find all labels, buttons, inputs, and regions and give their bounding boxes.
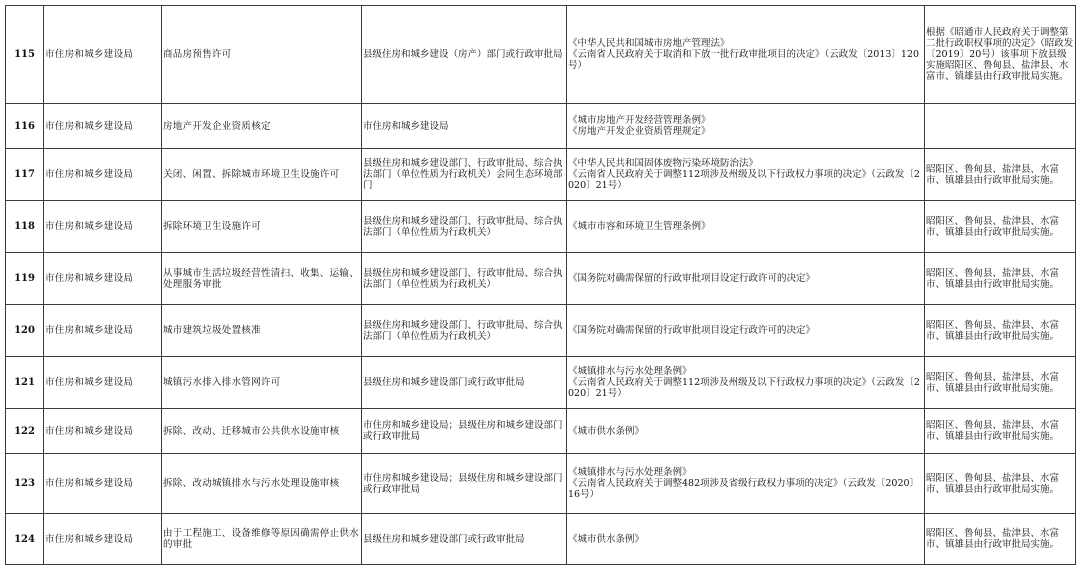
legal-basis-line: 《城市市容和环境卫生管理条例》 — [568, 221, 711, 232]
department-cell: 市住房和城乡建设局 — [44, 253, 162, 305]
department-cell: 市住房和城乡建设局 — [44, 6, 162, 104]
implementing-org-cell: 县级住房和城乡建设部门、行政审批局、综合执法部门（单位性质为行政机关） — [362, 253, 567, 305]
row-number: 116 — [6, 104, 44, 149]
department-cell: 市住房和城乡建设局 — [44, 201, 162, 253]
row-number: 117 — [6, 149, 44, 201]
legal-basis-line: 《中华人民共和国固体废物污染环境防治法》 — [568, 158, 759, 169]
table-row — [6, 149, 1076, 201]
item-name-cell: 城市建筑垃圾处置核准 — [162, 305, 362, 357]
table-row — [6, 305, 1076, 357]
implementing-org-cell: 市住房和城乡建设局；县级住房和城乡建设部门或行政审批局 — [362, 454, 567, 514]
department-cell: 市住房和城乡建设局 — [44, 104, 162, 149]
item-name-cell: 城镇污水排入排水管网许可 — [162, 357, 362, 409]
item-name-cell: 拆除、改动城镇排水与污水处理设施审核 — [162, 454, 362, 514]
item-name-cell: 关闭、闲置、拆除城市环境卫生设施许可 — [162, 149, 362, 201]
remarks-cell: 昭阳区、鲁甸县、盐津县、水富市、镇雄县由行政审批局实施。 — [925, 454, 1076, 514]
legal-basis-cell — [567, 201, 925, 253]
legal-basis-cell — [567, 305, 925, 357]
legal-basis-line: 《云南省人民政府关于调整112项涉及州级及以下行政权力事项的决定》（云政发〔2020〕21号） — [568, 169, 920, 191]
legal-basis-line: 《云南省人民政府关于取消和下放一批行政审批项目的决定》（云政发〔2013〕120号） — [568, 49, 920, 71]
implementing-org-cell: 市住房和城乡建设局；县级住房和城乡建设部门或行政审批局 — [362, 409, 567, 454]
implementing-org-cell: 市住房和城乡建设局 — [362, 104, 567, 149]
table-row — [6, 6, 1076, 104]
legal-basis-line: 《云南省人民政府关于调整112项涉及州级及以下行政权力事项的决定》（云政发〔2020〕21号） — [568, 377, 920, 399]
legal-basis-line: 《云南省人民政府关于调整482项涉及省级行政权力事项的决定》（云政发〔2020〕16号） — [568, 478, 920, 500]
legal-basis-cell — [567, 454, 925, 514]
remarks-cell: 昭阳区、鲁甸县、盐津县、水富市、镇雄县由行政审批局实施。 — [925, 514, 1076, 565]
legal-basis-line: 《城镇排水与污水处理条例》 — [568, 366, 692, 377]
item-name-cell: 拆除、改动、迁移城市公共供水设施审核 — [162, 409, 362, 454]
table-row — [6, 357, 1076, 409]
department-cell: 市住房和城乡建设局 — [44, 454, 162, 514]
item-name-cell: 由于工程施工、设备维修等原因确需停止供水的审批 — [162, 514, 362, 565]
row-number: 124 — [6, 514, 44, 565]
implementing-org-cell: 县级住房和城乡建设部门、行政审批局、综合执法部门（单位性质为行政机关） — [362, 201, 567, 253]
table-row — [6, 454, 1076, 514]
row-number: 120 — [6, 305, 44, 357]
item-name-cell: 从事城市生活垃圾经营性清扫、收集、运输、处理服务审批 — [162, 253, 362, 305]
row-number: 121 — [6, 357, 44, 409]
legal-basis-cell — [567, 357, 925, 409]
item-name-cell: 拆除环境卫生设施许可 — [162, 201, 362, 253]
table-row — [6, 104, 1076, 149]
remarks-cell: 昭阳区、鲁甸县、盐津县、水富市、镇雄县由行政审批局实施。 — [925, 149, 1076, 201]
department-cell: 市住房和城乡建设局 — [44, 357, 162, 409]
legal-basis-line: 《城市供水条例》 — [568, 425, 645, 437]
row-number: 115 — [6, 6, 44, 104]
row-number: 122 — [6, 409, 44, 454]
implementing-org-cell: 县级住房和城乡建设（房产）部门或行政审批局 — [362, 6, 567, 104]
table-row — [6, 514, 1076, 565]
table-row — [6, 409, 1076, 454]
legal-basis-line: 《城市房地产开发经营管理条例》 — [568, 115, 711, 126]
department-cell: 市住房和城乡建设局 — [44, 305, 162, 357]
table-body — [6, 6, 1076, 565]
department-cell: 市住房和城乡建设局 — [44, 409, 162, 454]
legal-basis-cell — [567, 104, 925, 149]
remarks-cell: 昭阳区、鲁甸县、盐津县、水富市、镇雄县由行政审批局实施。 — [925, 409, 1076, 454]
item-name-cell: 房地产开发企业资质核定 — [162, 104, 362, 149]
legal-basis-line: 《城镇排水与污水处理条例》 — [568, 467, 692, 478]
legal-basis-line: 《中华人民共和国城市房地产管理法》 — [568, 38, 730, 49]
item-name-cell: 商品房预售许可 — [162, 6, 362, 104]
row-number: 118 — [6, 201, 44, 253]
department-cell: 市住房和城乡建设局 — [44, 149, 162, 201]
legal-basis-cell — [567, 6, 925, 104]
approval-items-table — [5, 5, 1076, 565]
department-cell: 市住房和城乡建设局 — [44, 514, 162, 565]
legal-basis-line: 《城市供水条例》 — [568, 533, 645, 545]
legal-basis-cell — [567, 514, 925, 565]
remarks-cell: 根据《昭通市人民政府关于调整第二批行政职权事项的决定》（昭政发〔2019〕20号）该事项下放县级实施昭阳区、鲁甸县、盐津县、水富市、镇雄县由行政审批局实施。 — [925, 6, 1076, 104]
remarks-cell — [925, 104, 1076, 149]
remarks-cell: 昭阳区、鲁甸县、盐津县、水富市、镇雄县由行政审批局实施。 — [925, 357, 1076, 409]
remarks-cell: 昭阳区、鲁甸县、盐津县、水富市、镇雄县由行政审批局实施。 — [925, 253, 1076, 305]
legal-basis-line: 《国务院对确需保留的行政审批项目设定行政许可的决定》 — [568, 325, 816, 336]
legal-basis-cell — [567, 409, 925, 454]
row-number: 123 — [6, 454, 44, 514]
implementing-org-cell: 县级住房和城乡建设部门或行政审批局 — [362, 357, 567, 409]
implementing-org-cell: 县级住房和城乡建设部门或行政审批局 — [362, 514, 567, 565]
implementing-org-cell: 县级住房和城乡建设部门、行政审批局、综合执法部门（单位性质为行政机关） — [362, 305, 567, 357]
implementing-org-cell: 县级住房和城乡建设部门、行政审批局、综合执法部门（单位性质为行政机关）会同生态环境部门 — [362, 149, 567, 201]
legal-basis-cell — [567, 253, 925, 305]
table-row — [6, 201, 1076, 253]
legal-basis-line: 《国务院对确需保留的行政审批项目设定行政许可的决定》 — [568, 273, 816, 284]
row-number: 119 — [6, 253, 44, 305]
table-row — [6, 253, 1076, 305]
remarks-cell: 昭阳区、鲁甸县、盐津县、水富市、镇雄县由行政审批局实施。 — [925, 201, 1076, 253]
legal-basis-cell — [567, 149, 925, 201]
remarks-cell: 昭阳区、鲁甸县、盐津县、水富市、镇雄县由行政审批局实施。 — [925, 305, 1076, 357]
legal-basis-line: 《房地产开发企业资质管理规定》 — [568, 126, 711, 137]
